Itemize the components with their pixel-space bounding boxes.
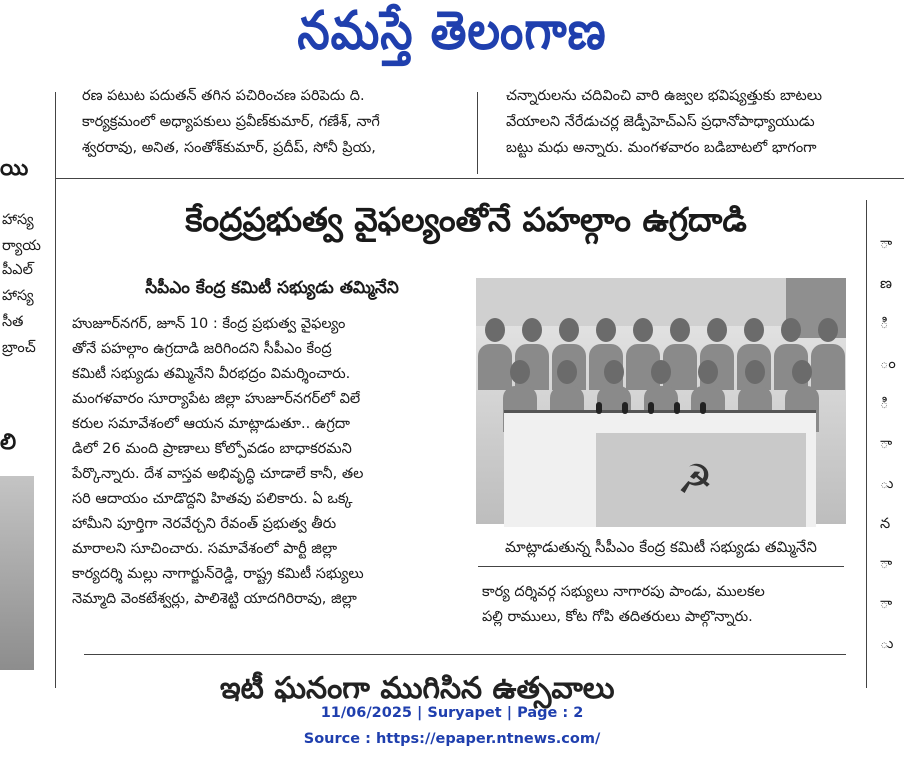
masthead bbox=[0, 0, 904, 74]
text-line: బట్టు మధు అన్నారు. మంగళవారం బడిబాటలో భాగంగా bbox=[506, 140, 817, 156]
text-fragment: బ్రాంచ్ bbox=[2, 340, 36, 356]
body-line: తోనే పహల్గాం ఉగ్రదాడి జరిగిందని సీపీఎం కేంద్ర bbox=[72, 341, 332, 357]
text-fragment: ు bbox=[880, 636, 894, 652]
text-line: చన్నారులను చదివించి వారి ఉజ్వల భవిష్యత్తుకు బాటలు bbox=[506, 88, 823, 104]
body-line: పేర్కొన్నారు. దేశ వాస్తవ అభివృద్ధి చూడాలే కానీ, తల bbox=[72, 466, 364, 482]
top-strip-left bbox=[82, 84, 474, 168]
body-line: పల్లి రాములు, కోట గోపి తదితరులు పాల్గొన్నారు. bbox=[482, 609, 753, 625]
masthead-title: నమస్తే తెలంగాణ bbox=[297, 0, 607, 62]
body-line: నెమ్మాది వెంకటేశ్వర్లు, పాలిశెట్టి యాదగిరిరావు, జిల్లా bbox=[72, 591, 357, 607]
body-line: కరుల సమావేశంలో ఆయన మాట్లాడుతూ.. ఉగ్రదా bbox=[72, 416, 350, 432]
column-rule-right bbox=[866, 200, 867, 688]
text-fragment: ి bbox=[880, 396, 889, 412]
footer-dateline: 11/06/2025 | Suryapet | Page : 2 bbox=[320, 705, 584, 721]
body-line: హుజూర్‌నగర్, జూన్ 10 : కేంద్ర ప్రభుత్వ వైఫల్యం bbox=[72, 316, 346, 332]
article-photo bbox=[476, 278, 846, 524]
body-line: కమిటీ సభ్యుడు తమ్మినేని వీరభద్రం విమర్శించారు. bbox=[72, 366, 351, 382]
text-fragment: పీఎల్ bbox=[2, 262, 33, 278]
text-fragment: హాస్య bbox=[2, 212, 34, 228]
body-line: మారాలని సూచించారు. సమావేశంలో పార్టీ జిల్లా bbox=[72, 541, 338, 557]
article-bottom-rule bbox=[84, 654, 846, 655]
article-headline: కేంద్రప్రభుత్వ వైఫల్యంతోనే పహల్గాం ఉగ్రదాడి bbox=[185, 200, 747, 239]
newspaper-page bbox=[0, 88, 904, 706]
text-fragment: సీత bbox=[2, 314, 24, 330]
text-line: కార్యక్రమంలో అధ్యాపకులు ప్రవీణ్‌కుమార్, గణేశ్, నాగే bbox=[82, 114, 380, 130]
text-line: శ్వరరావు, అనిత, సంతోశ్‌కుమార్, ప్రదీప్, సోనీ ప్రియ, bbox=[82, 140, 376, 156]
caption-rule bbox=[478, 566, 844, 567]
text-fragment: న bbox=[880, 516, 891, 532]
text-fragment: ు bbox=[880, 476, 894, 492]
right-margin-column bbox=[876, 232, 904, 688]
text-line: రణ పటుట పదుతన్ తగిన పచిరించణ పరిపెదు ది. bbox=[82, 88, 365, 104]
text-fragment: ం bbox=[880, 356, 896, 372]
text-fragment: ణ bbox=[880, 276, 892, 292]
left-margin-photo bbox=[0, 476, 34, 670]
article-subheadline: సీపీఎం కేంద్ర కమిటీ సభ్యుడు తమ్మినేని bbox=[145, 278, 399, 298]
body-line: హామీని పూర్తిగా నెరవేర్చని రేవంత్ ప్రభుత్వ తీరు bbox=[72, 516, 337, 532]
photo-press-table bbox=[504, 410, 816, 527]
left-margin-column bbox=[0, 92, 54, 688]
text-line: వేయాలని నేరేడుచర్ల జెడ్పీహెచ్ఎస్ ప్రధానోపాధ్యాయుడు bbox=[506, 114, 815, 130]
next-article-headline bbox=[220, 671, 720, 706]
text-fragment: హాస్య bbox=[2, 288, 34, 304]
next-article-headline-text: ఇటీ ఘనంగా ముగిసిన ఉత్సవాలు bbox=[220, 671, 615, 706]
body-line: సరి ఆదాయం చూడొద్దని హితవు పలికారు. ఏ ఒక్క bbox=[72, 491, 353, 507]
body-line: కార్య దర్శివర్గ సభ్యులు నాగారపు పాండు, ములకల bbox=[482, 584, 765, 600]
body-line: డిలో 26 మంది ప్రాణాలు కోల్పోవడం బాధాకరమని bbox=[72, 441, 352, 457]
text-fragment: ా bbox=[880, 556, 893, 572]
text-fragment: ి bbox=[880, 316, 889, 332]
text-fragment: ా bbox=[880, 596, 893, 612]
column-rule-left bbox=[55, 92, 56, 688]
article-continuation bbox=[482, 580, 844, 630]
text-fragment: ర్యాయ bbox=[2, 238, 41, 254]
top-strip-rule bbox=[56, 178, 904, 179]
text-fragment: ా bbox=[880, 436, 893, 452]
footer-source-link[interactable]: Source : https://epaper.ntnews.com/ bbox=[303, 731, 601, 747]
body-line: మంగళవారం సూర్యాపేట జిల్లా హుజూర్‌నగర్‌లో విలే bbox=[72, 391, 361, 407]
hammer-sickle-icon: ☭ bbox=[677, 457, 713, 503]
photo-caption: మాట్లాడుతున్న సీపీఎం కేంద్ర కమిటీ సభ్యుడు తమ్మినేని bbox=[505, 538, 817, 556]
photo-microphones bbox=[596, 402, 706, 414]
text-fragment: యి bbox=[0, 156, 29, 181]
text-fragment: ా bbox=[880, 236, 893, 252]
column-rule-center-top bbox=[477, 92, 478, 174]
top-strip-right bbox=[506, 84, 904, 168]
footer bbox=[0, 700, 904, 752]
article-body bbox=[72, 312, 468, 612]
body-line: కార్యదర్శి మల్లు నాగార్జున్‌రెడ్డి, రాష్ట్ర కమిటీ సభ్యులు bbox=[72, 566, 364, 582]
text-fragment: లి bbox=[0, 430, 17, 455]
